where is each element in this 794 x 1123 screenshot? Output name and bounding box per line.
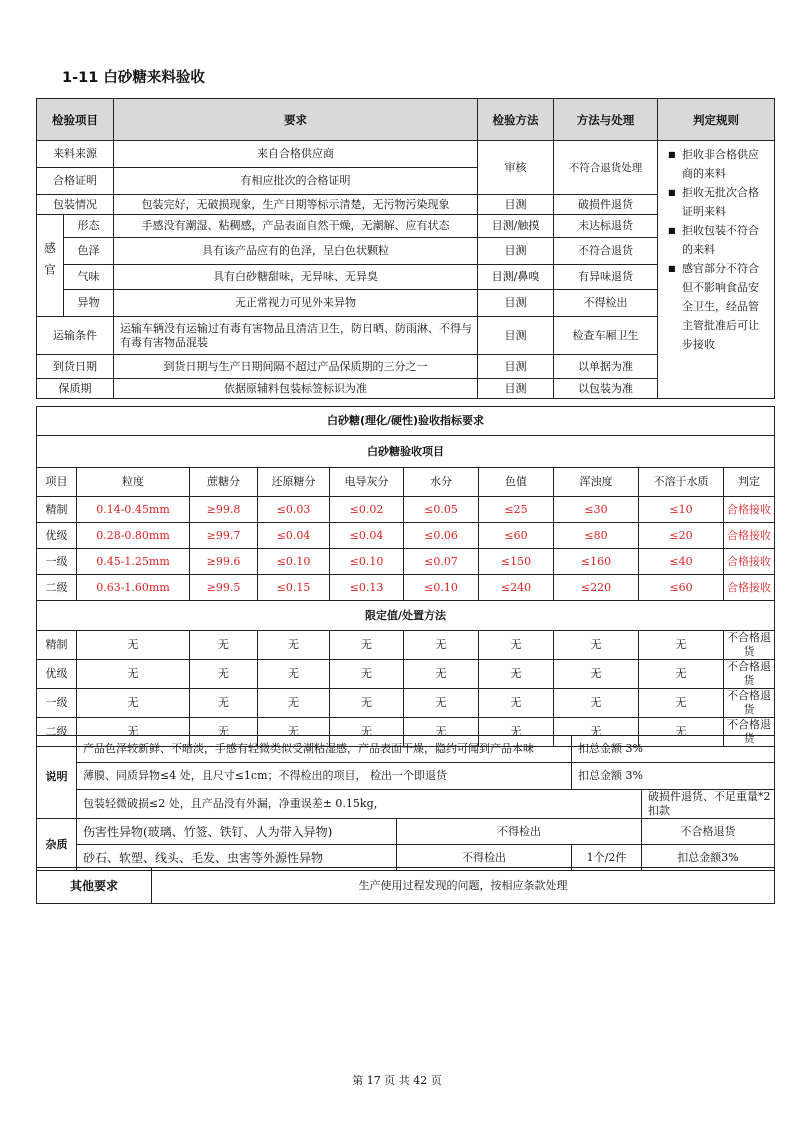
indicator-cell: ≤0.10: [404, 575, 479, 601]
limit-cell: 无: [330, 631, 404, 660]
note-text: 包装轻微破损≤2 处，且产品没有外漏，净重误差± 0.15kg，: [77, 790, 642, 819]
req-pack: 包装完好，无破损现象，生产日期等标示清楚，无污物污染现象: [114, 195, 478, 215]
header-handling: 方法与处理: [554, 99, 658, 141]
limit-cell: 无: [554, 631, 639, 660]
limit-cell: 无: [330, 689, 404, 718]
handle-transport: 检查车厢卫生: [554, 317, 658, 355]
req-arrival: 到货日期与生产日期间隔不超过产品保质期的三分之一: [114, 355, 478, 379]
rule-item: ■ 拒收非合格供应商的来料: [668, 145, 768, 183]
limit-grade: 精制: [37, 631, 77, 660]
limit-cell: 无: [330, 718, 404, 747]
indicator-cell: ≤160: [554, 549, 639, 575]
limit-cell: 无: [479, 631, 554, 660]
section-limit-title: 限定值/处置方法: [37, 601, 775, 631]
indicator-cell: ≤0.07: [404, 549, 479, 575]
limit-row: [37, 660, 775, 689]
item-color: 色泽: [64, 238, 114, 265]
indicator-cell: 0.14-0.45mm: [77, 497, 190, 523]
req-transport: 运输车辆没有运输过有毒有害物品且清洁卫生，防日晒、防雨淋、不得与有毒有害物品混装: [114, 317, 478, 355]
method-smell: 目测/鼻嗅: [478, 265, 554, 290]
indicator-cell: ≥99.5: [190, 575, 258, 601]
indicator-cell: 0.28-0.80mm: [77, 523, 190, 549]
handle-color: 不符合退货: [554, 238, 658, 265]
indicator-header-row: [37, 468, 775, 497]
item-foreign: 异物: [64, 290, 114, 317]
indicator-row: [37, 523, 775, 549]
indicator-cell: ≥99.6: [190, 549, 258, 575]
limit-cell: 无: [639, 718, 724, 747]
item-shelf: 保质期: [37, 379, 114, 399]
impurity-std: 不得检出: [397, 845, 572, 871]
col-header: 蔗糖分: [190, 468, 258, 497]
col-header: 浑浊度: [554, 468, 639, 497]
limit-row: [37, 631, 775, 660]
col-header: 还原糖分: [258, 468, 330, 497]
limit-cell: 无: [330, 660, 404, 689]
handle-foreign: 不得检出: [554, 290, 658, 317]
limit-cell: 无: [404, 660, 479, 689]
indicator-cell: 合格接收: [724, 497, 775, 523]
limit-cell: 无: [554, 689, 639, 718]
method-review: 审核: [478, 141, 554, 195]
limit-grade: 优级: [37, 660, 77, 689]
notes-label: 说明: [37, 736, 77, 819]
rule-item: ■ 拒收无批次合格证明来料: [668, 183, 768, 221]
indicator-cell: ≤10: [639, 497, 724, 523]
indicator-cell: 合格接收: [724, 549, 775, 575]
req-shape: 手感没有潮湿、粘稠感，产品表面自然干燥，无潮解、应有状态: [114, 215, 478, 238]
inspection-table: [36, 98, 775, 399]
other-text: 生产使用过程发现的问题，按相应条款处理: [152, 868, 775, 904]
method-foreign: 目测: [478, 290, 554, 317]
indicator-cell: ≤240: [479, 575, 554, 601]
limit-cell: 无: [77, 718, 190, 747]
indicator-cell: ≤0.06: [404, 523, 479, 549]
limit-cell: 无: [554, 660, 639, 689]
section-items-title: 白砂糖验收项目: [37, 436, 775, 468]
indicator-grade: 二级: [37, 575, 77, 601]
notes-table: [36, 735, 775, 871]
limit-cell: 无: [479, 660, 554, 689]
limit-cell: 无: [190, 718, 258, 747]
limit-cell: 无: [639, 631, 724, 660]
indicator-cell: ≤60: [639, 575, 724, 601]
indicator-cell: ≤0.13: [330, 575, 404, 601]
limit-row: [37, 689, 775, 718]
limit-grade: 一级: [37, 689, 77, 718]
limit-cell: 无: [479, 718, 554, 747]
col-header: 色值: [479, 468, 554, 497]
note-result: 扣总金额 3%: [572, 736, 775, 763]
note-text: 薄膜、同质异物≤4 处，且尺寸≤1cm；不得检出的项目， 检出一个即退货: [77, 763, 572, 790]
indicator-cell: ≤25: [479, 497, 554, 523]
indicator-row: [37, 549, 775, 575]
indicator-row: [37, 497, 775, 523]
sensory-label: 感官: [37, 215, 64, 317]
indicator-cell: ≤150: [479, 549, 554, 575]
impurity-result: 扣总金额3%: [642, 845, 775, 871]
method-pack: 目测: [478, 195, 554, 215]
indicator-row: [37, 575, 775, 601]
item-source: 来料来源: [37, 141, 114, 168]
impurity-text: 砂石、软塑、线头、毛发、虫害等外源性异物: [77, 845, 397, 871]
header-item: 检验项目: [37, 99, 114, 141]
note-result: 破损件退货、不足重量*2 扣款: [642, 790, 775, 819]
header-method: 检验方法: [478, 99, 554, 141]
indicator-cell: ≥99.7: [190, 523, 258, 549]
limit-cell: 不合格退货: [724, 660, 775, 689]
handle-pack: 破损件退货: [554, 195, 658, 215]
method-shelf: 目测: [478, 379, 554, 399]
method-transport: 目测: [478, 317, 554, 355]
method-arrival: 目测: [478, 355, 554, 379]
section-phys-title: 白砂糖(理化/硬性)验收指标要求: [37, 407, 775, 436]
note-text: 产品色泽较新鲜、不暗淡，手感有轻微类似受潮粘湿感，产品表面干燥，隐约可闻到产品本味: [77, 736, 572, 763]
impurity-result: 不合格退货: [642, 819, 775, 845]
limit-cell: 无: [404, 718, 479, 747]
indicator-cell: ≤0.04: [330, 523, 404, 549]
indicator-cell: ≤0.03: [258, 497, 330, 523]
limit-cell: 无: [258, 689, 330, 718]
limit-cell: 不合格退货: [724, 631, 775, 660]
limit-cell: 无: [479, 689, 554, 718]
item-arrival: 到货日期: [37, 355, 114, 379]
req-source: 来自合格供应商: [114, 141, 478, 168]
limit-grade: 二级: [37, 718, 77, 747]
judgement-rules: [658, 141, 775, 399]
limit-cell: 无: [554, 718, 639, 747]
impurity-text: 伤害性异物(玻璃、竹签、铁钉、人为带入异物): [77, 819, 397, 845]
other-label: 其他要求: [37, 868, 152, 904]
header-requirement: 要求: [114, 99, 478, 141]
limit-cell: 无: [77, 660, 190, 689]
limit-cell: 无: [190, 689, 258, 718]
limit-cell: 不合格退货: [724, 689, 775, 718]
indicator-grade: 精制: [37, 497, 77, 523]
indicator-cell: ≤0.05: [404, 497, 479, 523]
indicator-cell: 合格接收: [724, 575, 775, 601]
item-pack: 包装情况: [37, 195, 114, 215]
req-smell: 具有白砂糖甜味，无异味、无异臭: [114, 265, 478, 290]
indicator-cell: 合格接收: [724, 523, 775, 549]
limit-cell: 无: [258, 660, 330, 689]
limit-cell: 无: [190, 660, 258, 689]
indicator-table: [36, 406, 775, 747]
limit-cell: 无: [258, 631, 330, 660]
page-title: 1-11 白砂糖来料验收: [62, 70, 205, 86]
other-table: [36, 867, 775, 904]
req-color: 具有该产品应有的色泽，呈白色状颗粒: [114, 238, 478, 265]
limit-cell: 无: [404, 631, 479, 660]
item-transport: 运输条件: [37, 317, 114, 355]
limit-cell: 无: [639, 660, 724, 689]
handle-shape: 未达标退货: [554, 215, 658, 238]
indicator-cell: ≤0.10: [258, 549, 330, 575]
impurity-qty: 1个/2件: [572, 845, 642, 871]
limit-cell: 不合格退货: [724, 718, 775, 747]
req-shelf: 依据原辅料包装标签标识为准: [114, 379, 478, 399]
limit-cell: 无: [639, 689, 724, 718]
req-cert: 有相应批次的合格证明: [114, 168, 478, 195]
limit-cell: 无: [77, 689, 190, 718]
indicator-grade: 优级: [37, 523, 77, 549]
limit-cell: 无: [190, 631, 258, 660]
indicator-cell: ≤80: [554, 523, 639, 549]
page-footer: 第 17 页 共 42 页: [352, 1074, 442, 1087]
indicator-grade: 一级: [37, 549, 77, 575]
indicator-cell: ≤60: [479, 523, 554, 549]
indicator-cell: ≤0.04: [258, 523, 330, 549]
rule-item: ■ 拒收包装不符合的来料: [668, 221, 768, 259]
impurity-label: 杂质: [37, 819, 77, 871]
indicator-cell: ≤220: [554, 575, 639, 601]
rule-item: ■ 感官部分不符合但不影响食品安全卫生，经品管主管批准后可让步接收: [668, 259, 768, 354]
req-foreign: 无正常视力可见外来异物: [114, 290, 478, 317]
indicator-cell: ≤0.02: [330, 497, 404, 523]
item-smell: 气味: [64, 265, 114, 290]
indicator-cell: ≤30: [554, 497, 639, 523]
item-cert: 合格证明: [37, 168, 114, 195]
col-header: 不溶于水质: [639, 468, 724, 497]
handle-review: 不符合退货处理: [554, 141, 658, 195]
indicator-cell: ≤40: [639, 549, 724, 575]
col-header: 水分: [404, 468, 479, 497]
indicator-cell: ≤0.10: [330, 549, 404, 575]
col-header: 项目: [37, 468, 77, 497]
indicator-cell: ≥99.8: [190, 497, 258, 523]
limit-cell: 无: [404, 689, 479, 718]
limit-cell: 无: [258, 718, 330, 747]
col-header: 粒度: [77, 468, 190, 497]
col-header: 判定: [724, 468, 775, 497]
indicator-cell: 0.63-1.60mm: [77, 575, 190, 601]
indicator-cell: 0.45-1.25mm: [77, 549, 190, 575]
handle-shelf: 以包装为准: [554, 379, 658, 399]
indicator-cell: ≤20: [639, 523, 724, 549]
handle-arrival: 以单据为准: [554, 355, 658, 379]
note-result: 扣总金额 3%: [572, 763, 775, 790]
method-color: 目测: [478, 238, 554, 265]
limit-cell: 无: [77, 631, 190, 660]
col-header: 电导灰分: [330, 468, 404, 497]
header-rules: 判定规则: [658, 99, 775, 141]
indicator-cell: ≤0.15: [258, 575, 330, 601]
item-shape: 形态: [64, 215, 114, 238]
method-shape: 目测/触摸: [478, 215, 554, 238]
impurity-std: 不得检出: [397, 819, 642, 845]
handle-smell: 有异味退货: [554, 265, 658, 290]
